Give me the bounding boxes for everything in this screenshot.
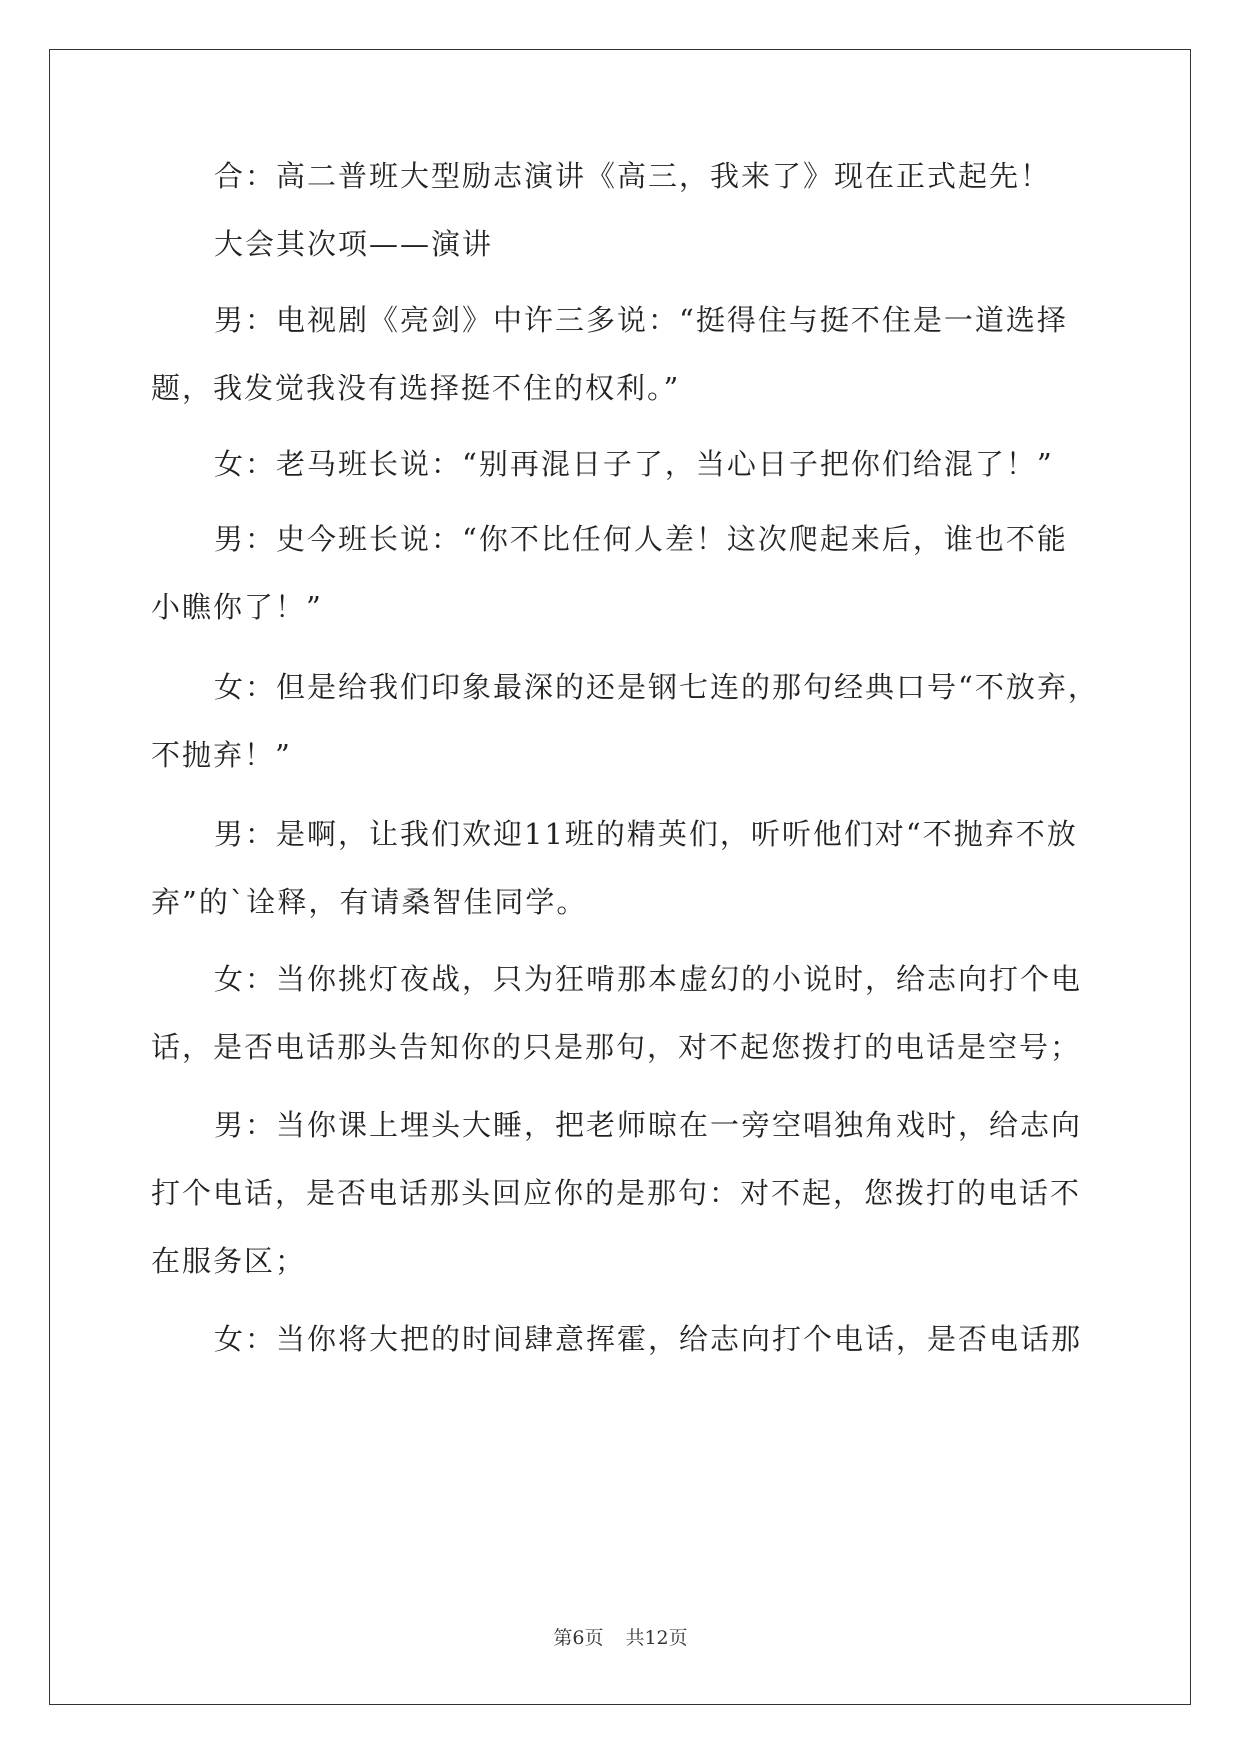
paragraph <box>151 505 1091 641</box>
paragraph <box>151 430 1091 498</box>
paragraph <box>151 210 1091 278</box>
text-line: 题，我发觉我没有选择挺不住的权利。” <box>151 371 681 405</box>
text-line: 打个电话，是否电话那头回应你的是那句：对不起，您拨打的电话不 <box>151 1176 1082 1210</box>
paragraph <box>151 286 1091 422</box>
page-footer <box>0 1623 1241 1650</box>
text-line: 在服务区； <box>151 1244 307 1278</box>
text-line: 男：电视剧《亮剑》中许三多说：“挺得住与挺不住是一道选择 <box>214 303 1068 337</box>
text-line: 弃”的`诠释，有请桑智佳同学。 <box>151 885 588 919</box>
text-line: 男：当你课上埋头大睡，把老师晾在一旁空唱独角戏时，给志向 <box>214 1108 1083 1142</box>
text-line: 女：当你挑灯夜战，只为狂啃那本虚幻的小说时，给志向打个电 <box>214 962 1083 996</box>
text-line: 男：是啊，让我们欢迎11班的精英们，听听他们对“不抛弃不放 <box>214 817 1078 851</box>
text-line: 小瞧你了！” <box>151 590 323 624</box>
paragraph <box>151 1091 1091 1295</box>
page-number: 第6页 <box>553 1627 604 1649</box>
text-line: 大会其次项——演讲 <box>214 227 494 261</box>
text-line: 女：但是给我们印象最深的还是钢七连的那句经典口号“不放弃， <box>214 670 1099 704</box>
text-line: 女：当你将大把的时间肆意挥霍，给志向打个电话，是否电话那 <box>214 1322 1083 1356</box>
text-line: 不抛弃！” <box>151 738 292 772</box>
paragraph <box>151 945 1091 1081</box>
text-line: 男：史今班长说：“你不比任何人差！这次爬起来后，谁也不能 <box>214 522 1068 556</box>
text-line: 话，是否电话那头告知你的只是那句，对不起您拨打的电话是空号； <box>151 1030 1082 1064</box>
paragraph <box>151 142 1091 210</box>
page-total: 共12页 <box>625 1627 688 1649</box>
text-line: 女：老马班长说：“别再混日子了，当心日子把你们给混了！” <box>214 447 1054 481</box>
text-line: 合：高二普班大型励志演讲《高三，我来了》现在正式起先！ <box>214 159 1052 193</box>
paragraph <box>151 1305 1091 1373</box>
paragraph <box>151 653 1099 789</box>
paragraph <box>151 800 1091 936</box>
